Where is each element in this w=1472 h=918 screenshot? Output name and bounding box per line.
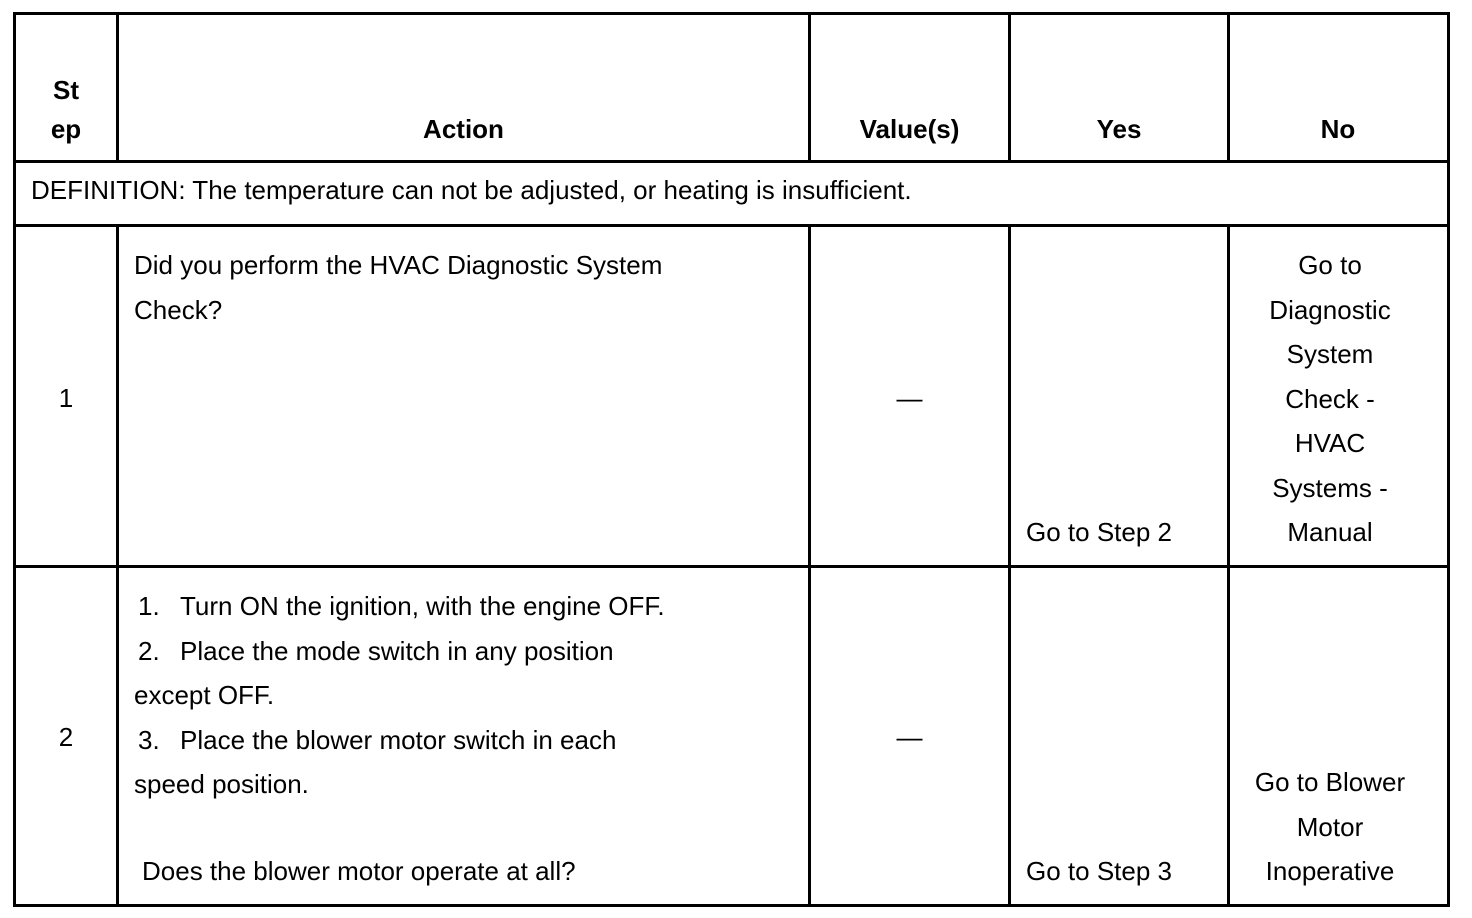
row2-action-item: [134, 718, 665, 763]
row2-no-line: Go to Blower: [1254, 767, 1406, 797]
header-divider: [16, 160, 1447, 163]
row2-question: Does the blower motor operate at all?: [142, 856, 576, 886]
list-number: 1.: [138, 591, 160, 621]
header-no: No: [1320, 114, 1356, 144]
row2-action: [134, 584, 665, 807]
row1-no-line: Check -: [1285, 383, 1375, 414]
row2-step: 2: [58, 722, 74, 752]
col-divider-action-body: [808, 225, 811, 904]
row1-no-line: System: [1286, 339, 1374, 369]
row1-no-line: Go to: [1298, 250, 1362, 280]
header-step-line1: St: [53, 75, 79, 105]
row2-action-continuation: except OFF.: [134, 680, 275, 710]
row1-no-line: Manual: [1287, 517, 1373, 547]
list-number: 2.: [138, 635, 160, 666]
row2-action-item: [134, 584, 665, 629]
row1-no-line: Diagnostic: [1269, 294, 1391, 325]
row1-action: [134, 243, 662, 332]
header-step-line2: ep: [50, 114, 82, 144]
row2-no-line: Motor: [1296, 811, 1364, 842]
list-text: Turn ON the ignition, with the engine OFF.: [180, 591, 665, 621]
row1-value: —: [896, 383, 923, 413]
list-text: Place the blower motor switch in each: [180, 724, 617, 755]
row1-no-line: HVAC: [1294, 428, 1366, 458]
col-divider-values-body: [1008, 225, 1011, 904]
row1-action-line2: Check?: [134, 294, 223, 325]
header-yes: Yes: [1096, 114, 1142, 144]
row1-divider: [16, 565, 1447, 568]
row2-value: —: [896, 722, 923, 752]
col-divider-step-body: [116, 225, 119, 904]
list-text: Place the mode switch in any position: [180, 635, 614, 666]
header-action: Action: [423, 114, 504, 144]
row2-no-line: Inoperative: [1265, 856, 1395, 886]
header-values: Value(s): [859, 114, 960, 144]
definition-text: DEFINITION: The temperature can not be adjusted, or heating is insufficient.: [31, 175, 912, 205]
row2-yes: Go to Step 3: [1026, 856, 1172, 886]
row1-action-line1: Did you perform the HVAC Diagnostic System: [134, 250, 663, 280]
row2-no: [1230, 760, 1430, 894]
row1-step: 1: [58, 383, 74, 413]
row2-action-continuation: speed position.: [134, 769, 309, 799]
list-number: 3.: [138, 724, 160, 755]
definition-divider: [16, 224, 1447, 227]
row1-no: [1230, 243, 1430, 555]
row2-action-item: [134, 629, 665, 674]
row1-yes: Go to Step 2: [1026, 517, 1172, 547]
diagnostic-table: [13, 12, 1450, 907]
row1-no-line: Systems -: [1272, 472, 1388, 503]
header-step: [16, 71, 116, 149]
